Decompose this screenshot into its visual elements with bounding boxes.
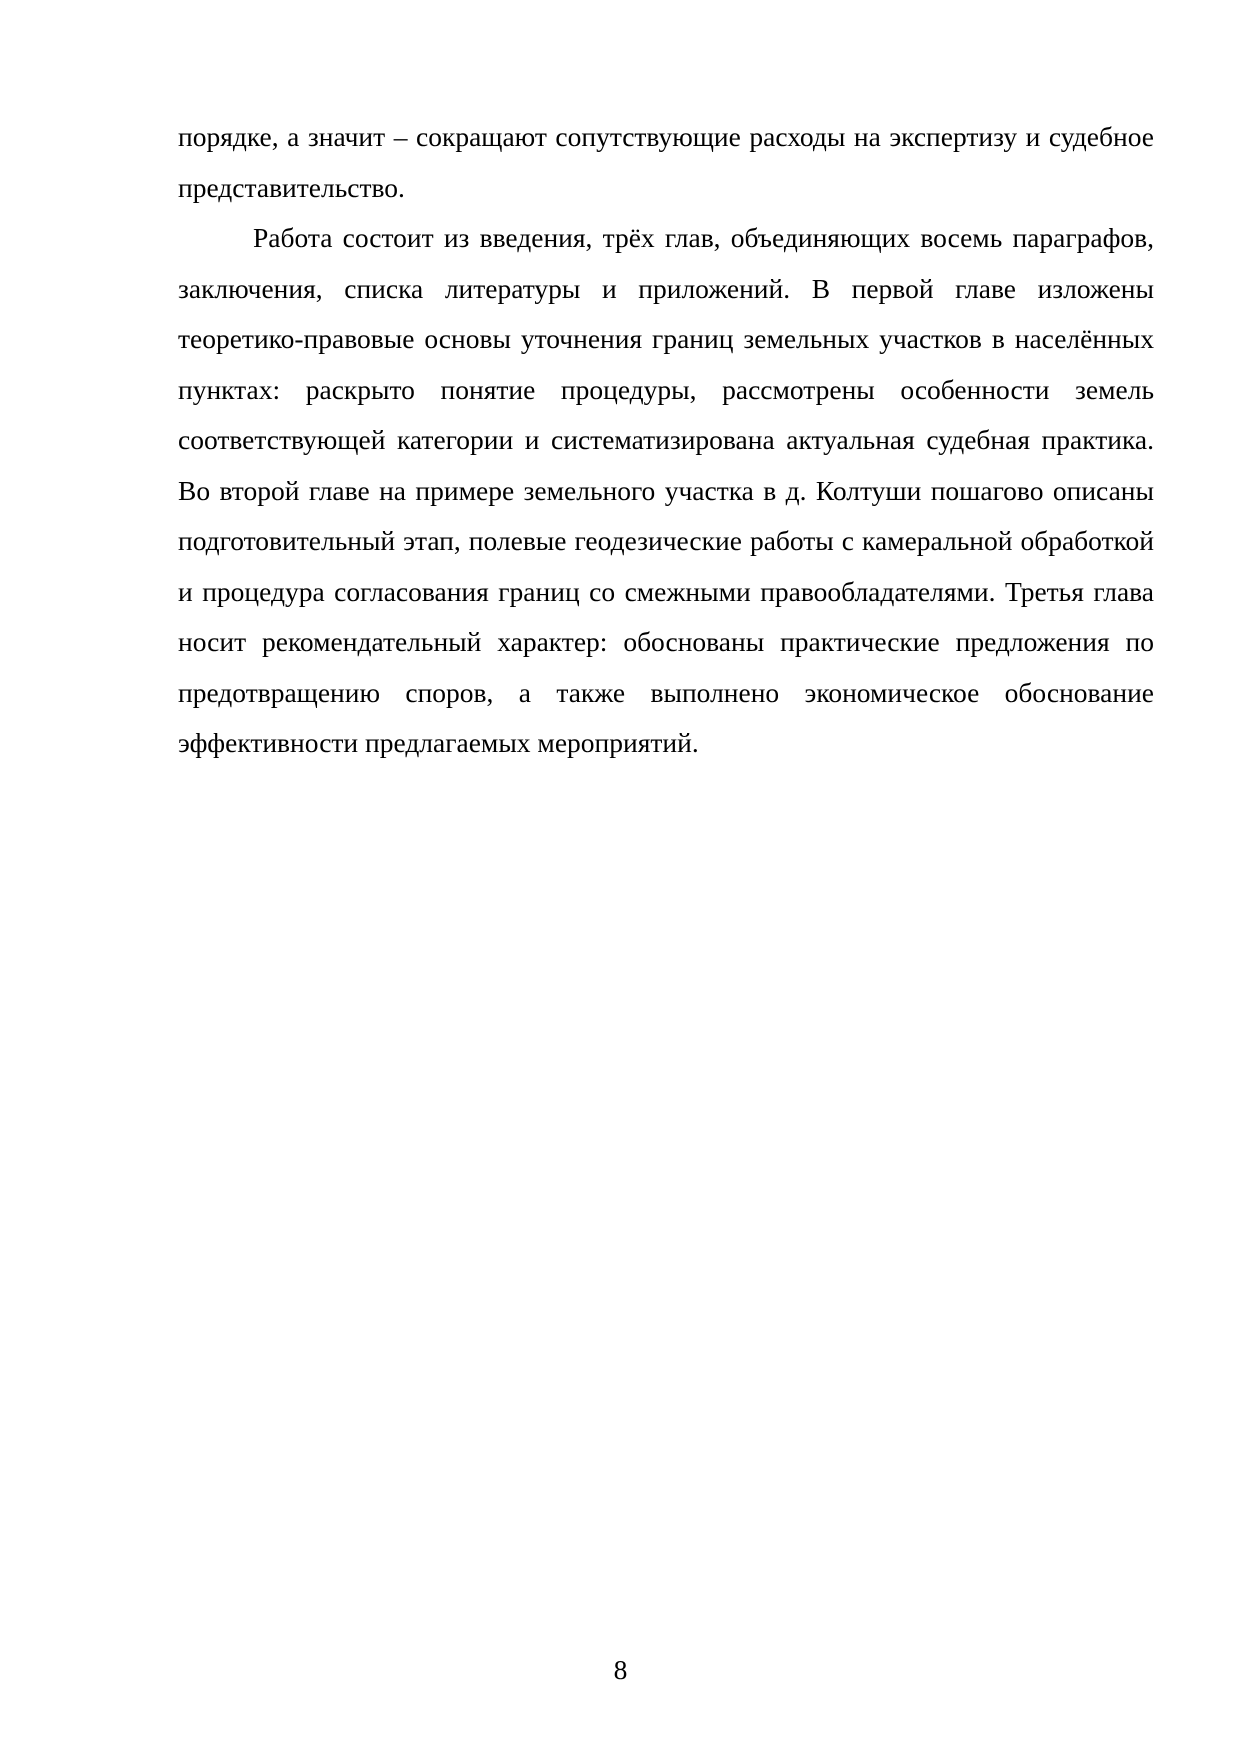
page-number: 8 (613, 1654, 628, 1685)
paragraph-structure-overview: Работа состоит из введения, трёх глав, объединяющих восемь параграфов, заключения, списка литературы и приложений. В первой главе изложены теоретико-правовые основы уточнения границ земельных участков в населённых пунктах: раскрыто понятие процедуры, рассмотрены особенности земель соответствующей категории и систематизирована актуальная судебная практика. Во второй главе на примере земельного участка в д. Колтуши пошагово описаны подготовительный этап, полевые геодезические работы с камеральной обработкой и процедура согласования границ со смежными правообладателями. Третья глава носит рекомендательный характер: обоснованы практические предложения по предотвращению споров, а также выполнено экономическое обоснование эффективности предлагаемых мероприятий. (178, 222, 1154, 758)
body-text (178, 112, 1154, 769)
paragraph-continuation: порядке, а значит – сокращают сопутствующие расходы на экспертизу и судебное представительство. (178, 121, 1154, 203)
